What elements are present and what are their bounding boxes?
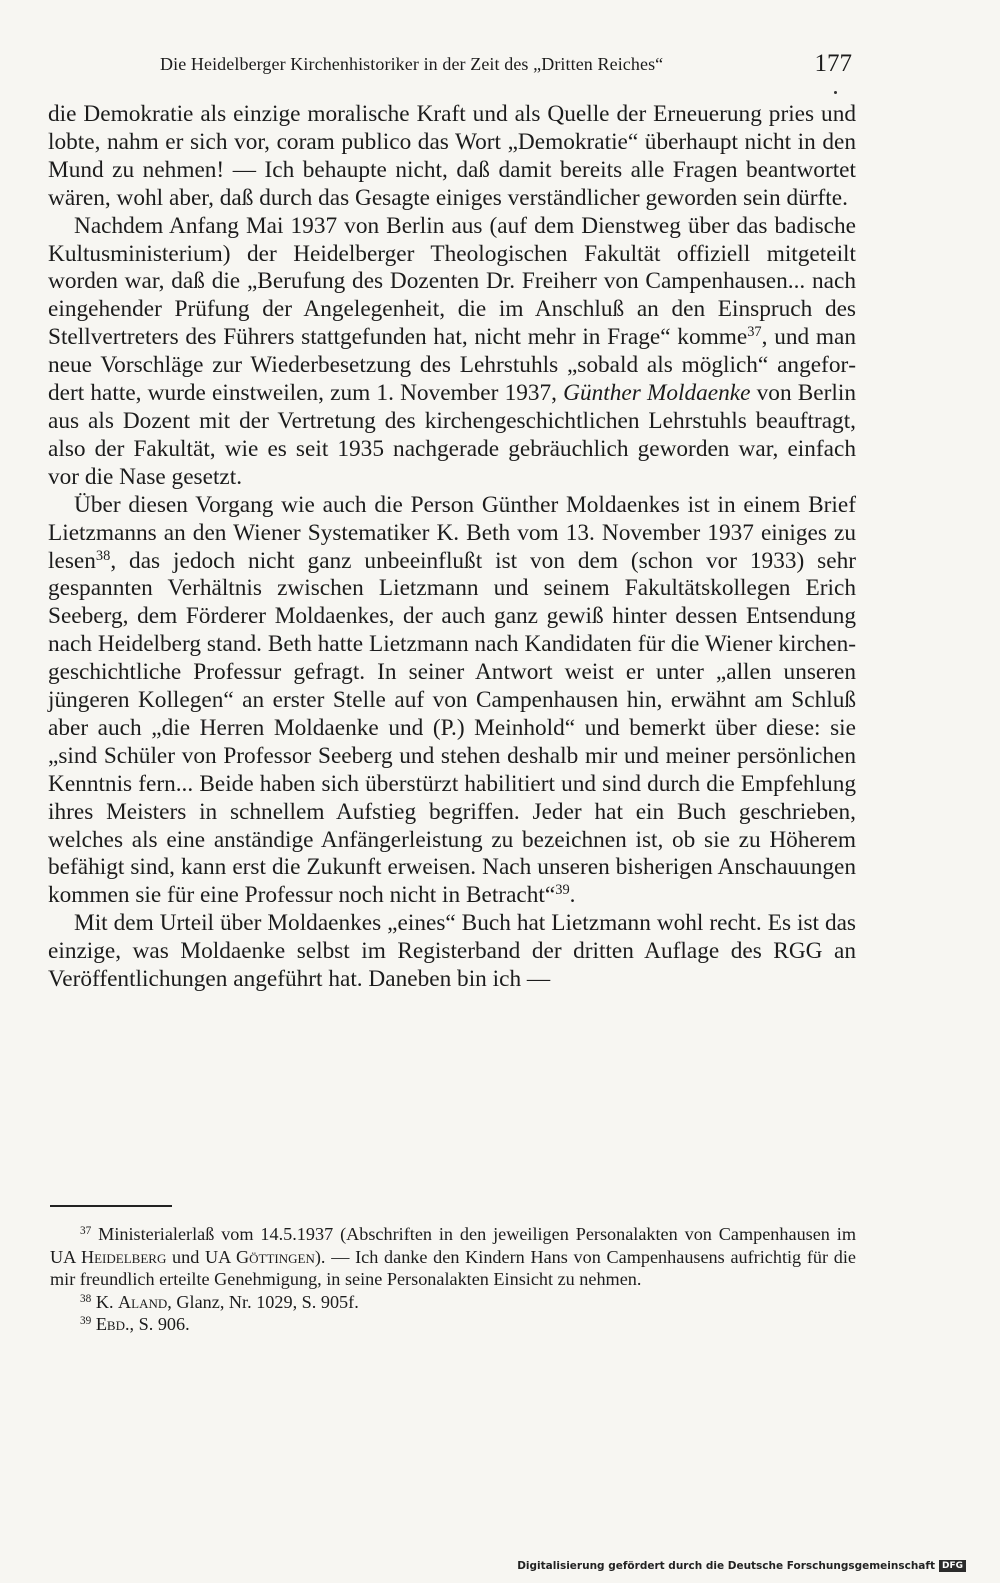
text-run: die Demokratie als einzige moralische Kraft und als Quelle der Erneuerung pries und lobte, nahm er sich vor, coram publico das Wort „Demokratie“ überhaupt nicht in den Mund zu nehmen! — Ich behaupte nicht, daß damit bereits alle Fragen beantwortet wären, wohl aber, daß durch das Gesagte einiges verständlicher geworden sein dürfte. (48, 101, 856, 211)
small-caps-text: Heidelberg (80, 1246, 167, 1267)
digitization-credit (517, 1557, 966, 1575)
paragraph (48, 213, 856, 492)
dfg-logo-icon: DFG (939, 1560, 966, 1572)
scan-speck (834, 91, 837, 94)
footnotes (50, 1223, 856, 1336)
text-run: , und man neue Vorschläge zur Wiederbesetzung des Lehrstuhls „sobald als möglich“ angefordert hatte, wurde einstweilen, zum 1. November 1937, (48, 324, 857, 407)
running-title: Die Heidelberger Kirchenhistoriker in der Zeit des „Dritten Reiches“ (160, 54, 664, 74)
footnote-marker: 38 (80, 1292, 92, 1305)
text-run: . (569, 882, 576, 909)
main-text (48, 101, 856, 994)
text-run: K. (91, 1291, 119, 1312)
footnote-marker: 39 (555, 882, 570, 899)
paragraph (48, 492, 856, 911)
italic-name: Günther Moldaenke (563, 380, 751, 407)
footnote (50, 1291, 856, 1314)
text-run: Über diesen Vorgang wie auch die Person Günther Moldaenkes ist in einem Brief Lietzmanns an den Wiener Systematiker K. Beth vom 13. November 1937 einiges zu lesen (48, 491, 856, 574)
footnote-marker: 39 (80, 1315, 92, 1328)
text-run: , S. 906. (129, 1314, 190, 1335)
text-run: , Glanz, Nr. 1029, S. 905f. (167, 1291, 359, 1312)
text-run: , das jedoch nicht ganz unbeeinflußt ist von dem (schon vor 1933) sehr gespannten Verhältnis zwischen Lietzmann und seinem Fakultätskollegen Erich Seeberg, dem Förderer Moldaenkes, der auch ganz gewiß hinter dessen Entsendung nach Heidelberg stand. Beth hatte Lietzmann nach Kandidaten für die Wiener kirchengeschichtliche Professur gefragt. In seiner Antwort weist er unter „allen unseren jüngeren Kollegen“ an erster Stelle auf von Campenhausen hin, erwähnt am Schluß aber auch „die Herren Moldaenke und (P.) Meinhold“ und bemerkt über diese: sie „sind Schüler von Professor Seeberg und stehen deshalb mir und meiner persönlichen Kenntnis fern... Beide haben sich überstürzt habilitiert und sind durch die Empfehlung ihres Meisters in schnellem Aufstieg begriffen. Jeder hat ein Buch geschrieben, welches als eine anständige Anfängerleistung zu bezeichnen ist, ob sie zu Höherem befähigt sind, kann erst die Zukunft erweisen. Nach unseren bisherigen Anschauungen kommen sie für eine Professur noch nicht in Betracht“ (48, 547, 856, 909)
footnote (50, 1223, 856, 1291)
small-caps-text: Aland (118, 1291, 168, 1312)
footnote-marker: 37 (80, 1224, 92, 1237)
text-run: Ministerialerlaß vom 14.5.1937 (Abschriften in den jeweiligen Personalakten von Campenhausen im UA (50, 1224, 856, 1267)
text-run: ). — Ich danke den Kindern Hans von Campenhausens aufrichtig für die mir freundlich erteilte Genehmigung, in seine Personalakten Einsicht zu nehmen. (50, 1246, 856, 1290)
footnote-separator (50, 1205, 172, 1207)
paragraph (48, 910, 856, 994)
footnote-marker: 38 (95, 547, 111, 564)
running-header (160, 50, 860, 82)
text-run: Mit dem Urteil über Moldaenkes „eines“ Buch hat Lietzmann wohl recht. Es ist das einzige, was Moldaenke selbst im Registerband der dritten Auflage des RGG an Veröffentlichungen angeführt hat. Daneben bin ich — (48, 910, 856, 993)
small-caps-text: Göttingen (236, 1246, 315, 1267)
credit-text: Digitalisierung gefördert durch die Deutsche Forschungsgemeinschaft (517, 1560, 935, 1572)
footnote (50, 1313, 856, 1336)
footnote-marker: 37 (747, 324, 762, 341)
paragraph (48, 101, 856, 213)
small-caps-text: Ebd. (95, 1314, 130, 1335)
text-run: und UA (166, 1246, 237, 1267)
text-run: Nachdem Anfang Mai 1937 von Berlin aus (auf dem Dienstweg über das badische Kultusministerium) der Heidelberger Theologischen Fakultät offiziell mitgeteilt worden war, daß die „Berufung des Dozenten Dr. Freiherr von Campenhausen... nach eingehender Prüfung der Angelegenheit, die im Anschluß an den Einspruch des Stellvertreters des Führers stattgefunden hat, nicht mehr in Frage“ komme (48, 212, 856, 351)
text-run: von Berlin aus als Dozent mit der Vertretung des kirchengeschichtlichen Lehrstuhls beauftragt, also der Fakultät, wie es seit 1935 nachgerade gebräuchlich geworden war, einfach vor die Nase gesetzt. (48, 380, 857, 490)
page-number: 177 (814, 50, 852, 77)
